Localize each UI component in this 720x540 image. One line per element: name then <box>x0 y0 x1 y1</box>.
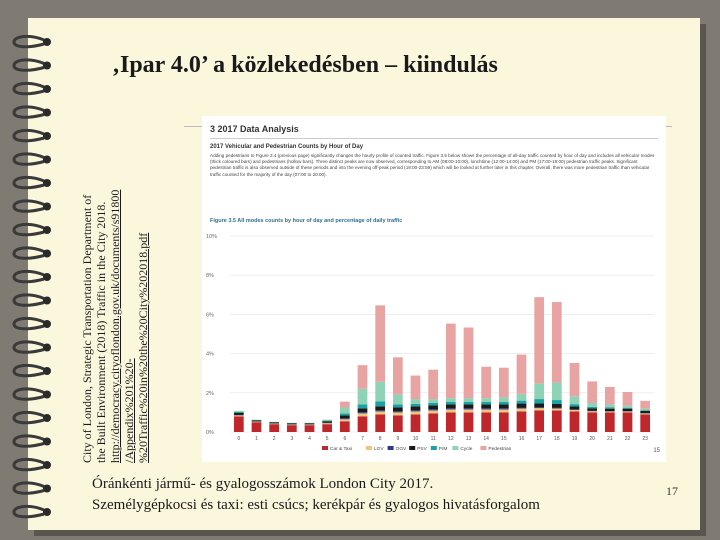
x-tick-label: 20 <box>589 436 595 442</box>
document-excerpt <box>202 116 666 462</box>
bar-segment-car-taxi <box>481 412 491 432</box>
spiral-ring <box>14 365 44 375</box>
bar-segment-lgv <box>446 409 456 412</box>
bar-segment-p-m <box>534 399 544 403</box>
bar-segment-p-m <box>570 404 580 406</box>
bar-segment-cycle <box>640 409 650 411</box>
bar-segment-p-m <box>375 401 385 406</box>
legend-label: P/M <box>438 447 448 452</box>
y-tick-label: 2% <box>206 390 214 397</box>
spiral-ring <box>14 248 44 258</box>
bar-segment-ogv <box>375 410 385 411</box>
bar-segment-p-m <box>340 413 350 415</box>
spiral-hole <box>43 250 51 258</box>
bar-segment-p-m <box>552 400 562 404</box>
bar-segment-cycle <box>587 403 597 407</box>
bar-segment-cycle <box>234 411 244 412</box>
citation-line: the Built Environment (2018) Traffic in the City 2018. <box>94 201 108 463</box>
spiral-hole <box>43 414 51 422</box>
hourly-traffic-chart <box>202 226 666 456</box>
document-page-number: 15 <box>653 448 660 454</box>
source-citation <box>80 88 170 463</box>
legend-swatch <box>388 446 394 450</box>
legend-swatch <box>366 446 372 450</box>
bar-segment-p-m <box>358 404 368 408</box>
bar-segment-car-taxi <box>587 412 597 432</box>
bar-segment-psv <box>269 422 279 423</box>
bar-segment-lgv <box>499 409 509 412</box>
spiral-hole <box>43 438 51 446</box>
spiral-hole <box>43 132 51 140</box>
bar-segment-psv <box>322 421 332 423</box>
bar-segment-car-taxi <box>287 425 297 432</box>
bar-segment-psv <box>587 408 597 410</box>
x-tick-label: 0 <box>237 436 241 442</box>
bar-segment-psv <box>499 404 509 408</box>
spiral-hole <box>43 203 51 211</box>
caption-line: Személygépkocsi és taxi: esti csúcs; kerékpár és gyalogos hivatásforgalom <box>92 497 540 513</box>
bar-segment-psv <box>340 415 350 418</box>
spiral-ring <box>14 107 44 117</box>
bar-segment-cycle <box>428 399 438 403</box>
bar-segment-psv <box>234 413 244 415</box>
bar-segment-p-m <box>623 408 633 409</box>
bar-segment-cycle <box>534 383 544 399</box>
bar-segment-lgv <box>605 411 615 412</box>
spiral-hole <box>43 179 51 187</box>
bar-segment-car-taxi <box>340 421 350 432</box>
bar-segment-lgv <box>570 410 580 412</box>
spiral-hole <box>43 85 51 93</box>
bar-segment-psv <box>305 423 315 424</box>
bar-segment-psv <box>411 406 421 410</box>
bar-segment-car-taxi <box>428 413 438 432</box>
bar-segment-cycle <box>322 420 332 421</box>
bar-segment-lgv <box>411 411 421 414</box>
bar-segment-p-m <box>464 402 474 404</box>
bar-segment-p-m <box>322 421 332 422</box>
x-tick-label: 1 <box>255 436 258 442</box>
bar-segment-lgv <box>393 412 403 415</box>
bar-segment-car-taxi <box>499 412 509 432</box>
bar-segment-ogv <box>340 418 350 419</box>
legend-label: Car & Taxi <box>330 447 353 452</box>
bar-segment-cycle <box>446 398 456 402</box>
citation-link[interactable]: http://democracy.cityoflondon.gov.uk/documents/s91800 <box>108 189 122 463</box>
bar-segment-cycle <box>393 395 403 405</box>
bar-segment-psv <box>375 406 385 410</box>
spiral-hole <box>43 156 51 164</box>
bar-segment-p-m <box>411 404 421 406</box>
citation-line: City of London, Strategic Transportation Department of <box>80 194 94 463</box>
bar-segment-cycle <box>623 406 633 408</box>
bar-segment-lgv <box>464 409 474 412</box>
bar-segment-car-taxi <box>305 425 315 432</box>
x-tick-label: 13 <box>465 436 472 442</box>
bar-segment-car-taxi <box>358 416 368 432</box>
bar-segment-car-taxi <box>446 412 456 432</box>
legend-label: PSV <box>417 447 427 452</box>
spiral-ring <box>14 83 44 93</box>
document-header: 3 2017 Data Analysis <box>210 124 299 134</box>
bar-segment-car-taxi <box>411 414 421 432</box>
bar-segment-cycle <box>340 408 350 414</box>
y-tick-label: 6% <box>206 312 214 319</box>
x-tick-label: 18 <box>554 436 560 442</box>
bar-segment-psv <box>552 404 562 408</box>
bar-segment-car-taxi <box>534 410 544 432</box>
document-paragraph: Adding pedestrians to Figure 3.4 (previous page) significantly changes the hourly profile of counted traffic. Figure 3.5 below shows the percentage of all-day traffic counted by hour of day and includes all vehicular modes (thick coloured bars) and pedestrians (hollow bars). Three distinct peaks are now observed, corresponding to AM (08:00-10:00), lunchtime (12:00-14:00) and PM (17:00-19:00) pedestrian traffic peaks. Significant pedestrian traffic is also observed outside of these periods and into the evening off-peak period (19:00-23:59) which will be looked at further later in this chapter. Overall, there was more pedestrian traffic than vehicular traffic counted for the majority of the day (07:00 to 20:00). <box>210 153 655 177</box>
spiral-hole <box>43 226 51 234</box>
spiral-hole <box>43 273 51 281</box>
x-tick-label: 22 <box>624 436 631 442</box>
bar-segment-pedestrian <box>358 365 368 389</box>
bar-segment-car-taxi <box>375 414 385 432</box>
bar-segment-cycle <box>411 399 421 404</box>
legend-swatch <box>322 446 328 450</box>
spiral-ring <box>14 318 44 328</box>
bar-segment-car-taxi <box>269 424 279 432</box>
bar-segment-ogv <box>411 410 421 411</box>
bar-segment-lgv <box>322 423 332 424</box>
spiral-hole <box>43 62 51 70</box>
x-tick-label: 10 <box>412 436 419 442</box>
citation-link[interactable]: %20Traffic%20in%20the%20City%202018.pdf <box>136 232 150 463</box>
bar-segment-psv <box>428 405 438 409</box>
bar-segment-car-taxi <box>605 412 615 432</box>
bar-segment-psv <box>605 409 615 411</box>
bar-segment-cycle <box>570 396 580 404</box>
x-tick-label: 12 <box>448 436 454 442</box>
x-tick-label: 17 <box>536 436 542 442</box>
bar-segment-p-m <box>428 403 438 405</box>
slide-number: 17 <box>666 484 678 498</box>
x-tick-label: 19 <box>571 436 578 442</box>
bar-segment-lgv <box>640 413 650 414</box>
bar-segment-pedestrian <box>428 370 438 399</box>
bar-segment-psv <box>534 403 544 407</box>
bar-segment-cycle <box>517 394 527 401</box>
spiral-ring <box>14 201 44 211</box>
legend-swatch <box>452 446 458 450</box>
spiral-ring <box>14 130 44 140</box>
legend-label: OGV <box>395 447 407 452</box>
bar-segment-pedestrian <box>605 387 615 405</box>
bar-segment-psv <box>358 408 368 412</box>
caption-line: Óránkénti jármű- és gyalogosszámok London City 2017. <box>92 476 434 492</box>
bar-segment-car-taxi <box>252 422 262 432</box>
bar-segment-lgv <box>517 408 527 411</box>
bar-segment-lgv <box>375 411 385 414</box>
spiral-ring <box>14 412 44 422</box>
bar-segment-cycle <box>375 382 385 402</box>
bar-segment-lgv <box>269 424 279 425</box>
bar-segment-psv <box>252 420 262 421</box>
bar-segment-pedestrian <box>587 381 597 403</box>
bar-segment-psv <box>570 407 580 410</box>
bar-segment-pedestrian <box>340 402 350 408</box>
x-tick-label: 3 <box>290 436 294 442</box>
bar-segment-p-m <box>587 407 597 409</box>
bar-segment-pedestrian <box>464 328 474 399</box>
y-tick-label: 8% <box>206 273 214 280</box>
x-tick-label: 11 <box>430 436 436 442</box>
bar-segment-ogv <box>499 408 509 409</box>
x-tick-label: 7 <box>361 436 364 442</box>
bar-segment-p-m <box>517 401 527 404</box>
bar-segment-cycle <box>358 389 368 405</box>
bar-segment-car-taxi <box>517 411 527 432</box>
bar-segment-pedestrian <box>499 368 509 397</box>
x-tick-label: 15 <box>501 436 507 442</box>
spiral-hole <box>43 508 51 516</box>
bar-segment-car-taxi <box>552 410 562 432</box>
bar-segment-pedestrian <box>534 297 544 383</box>
x-tick-label: 6 <box>343 436 347 442</box>
spiral-ring <box>14 459 44 469</box>
spiral-ring <box>14 224 44 234</box>
bar-segment-lgv <box>252 422 262 423</box>
y-tick-label: 10% <box>206 234 218 240</box>
bar-segment-pedestrian <box>570 363 580 396</box>
bar-segment-pedestrian <box>640 401 650 409</box>
spiral-hole <box>43 367 51 375</box>
bar-segment-car-taxi <box>393 415 403 432</box>
bar-segment-psv <box>446 404 456 408</box>
bar-segment-lgv <box>358 413 368 416</box>
x-tick-label: 21 <box>607 436 613 442</box>
spiral-hole <box>43 485 51 493</box>
bar-segment-cycle <box>499 397 509 402</box>
spiral-binding-icon <box>0 18 60 530</box>
bar-segment-pedestrian <box>517 355 527 394</box>
legend-label: Cycle <box>460 447 473 452</box>
bar-segment-lgv <box>340 419 350 421</box>
bar-segment-ogv <box>481 408 491 409</box>
spiral-ring <box>14 483 44 493</box>
bar-segment-p-m <box>640 410 650 411</box>
bar-segment-ogv <box>393 411 403 412</box>
slide-title: ‚Ipar 4.0’ a közlekedésben – kiindulás <box>112 52 498 78</box>
legend-swatch <box>480 446 486 450</box>
bar-segment-pedestrian <box>623 392 633 406</box>
spiral-hole <box>43 297 51 305</box>
bar-segment-psv <box>393 407 403 411</box>
x-tick-label: 14 <box>483 436 489 442</box>
bar-segment-car-taxi <box>570 411 580 432</box>
bar-segment-lgv <box>481 409 491 412</box>
bar-segment-pedestrian <box>446 324 456 398</box>
bar-segment-p-m <box>481 402 491 404</box>
x-tick-label: 23 <box>642 436 648 442</box>
bar-segment-lgv <box>534 408 544 410</box>
spiral-ring <box>14 436 44 446</box>
spiral-hole <box>43 38 51 46</box>
bar-segment-psv <box>287 423 297 424</box>
spiral-ring <box>14 271 44 281</box>
slide-caption <box>92 474 540 516</box>
bar-segment-cycle <box>464 398 474 402</box>
bar-segment-lgv <box>428 410 438 413</box>
spiral-ring <box>14 389 44 399</box>
spiral-hole <box>43 320 51 328</box>
bar-segment-ogv <box>446 408 456 409</box>
bar-segment-car-taxi <box>640 414 650 432</box>
bar-segment-lgv <box>305 425 315 426</box>
spiral-hole <box>43 391 51 399</box>
bar-segment-p-m <box>446 402 456 404</box>
spiral-ring <box>14 36 44 46</box>
bar-segment-lgv <box>552 408 562 410</box>
document-subheading: 2017 Vehicular and Pedestrian Counts by Hour of Day <box>210 144 364 150</box>
figure-title: Figure 3.5 All modes counts by hour of day and percentage of daily traffic <box>210 218 403 224</box>
bar-segment-lgv <box>587 411 597 412</box>
legend-swatch <box>409 446 415 450</box>
legend-label: Pedestrian <box>488 447 512 452</box>
document-header-rule <box>210 138 658 139</box>
bar-segment-pedestrian <box>411 376 421 400</box>
spiral-hole <box>43 344 51 352</box>
bar-segment-p-m <box>499 402 509 404</box>
legend-label: LGV <box>374 447 384 452</box>
spiral-ring <box>14 154 44 164</box>
bar-segment-psv <box>464 404 474 408</box>
x-tick-label: 16 <box>518 436 525 442</box>
bar-segment-p-m <box>393 404 403 407</box>
bar-segment-car-taxi <box>464 412 474 432</box>
spiral-hole <box>43 461 51 469</box>
legend-swatch <box>431 446 437 450</box>
bar-segment-lgv <box>287 425 297 426</box>
bar-segment-pedestrian <box>552 302 562 382</box>
spiral-ring <box>14 506 44 516</box>
bar-segment-ogv <box>428 409 438 410</box>
bar-segment-pedestrian <box>481 367 491 398</box>
bar-segment-p-m <box>234 412 244 413</box>
x-tick-label: 5 <box>325 436 329 442</box>
spiral-ring <box>14 342 44 352</box>
bar-segment-lgv <box>234 415 244 416</box>
x-tick-label: 8 <box>378 436 382 442</box>
bar-segment-ogv <box>358 412 368 413</box>
y-tick-label: 4% <box>206 351 214 358</box>
x-tick-label: 2 <box>272 436 276 442</box>
bar-segment-psv <box>481 404 491 408</box>
bar-segment-ogv <box>534 407 544 408</box>
citation-link[interactable]: /Appendix%201%20- <box>122 358 136 463</box>
bar-segment-lgv <box>623 411 633 412</box>
x-tick-label: 4 <box>308 436 311 442</box>
bar-segment-cycle <box>552 382 562 400</box>
bar-segment-psv <box>623 409 633 411</box>
bar-segment-pedestrian <box>393 357 403 394</box>
bar-segment-psv <box>640 411 650 413</box>
spiral-ring <box>14 177 44 187</box>
spiral-hole <box>43 109 51 117</box>
spiral-ring <box>14 295 44 305</box>
spiral-ring <box>14 60 44 70</box>
bar-segment-car-taxi <box>234 416 244 432</box>
bar-segment-psv <box>517 404 527 408</box>
bar-segment-ogv <box>517 408 527 409</box>
bar-segment-ogv <box>464 408 474 409</box>
bar-segment-cycle <box>481 398 491 402</box>
bar-segment-car-taxi <box>322 424 332 432</box>
bar-segment-p-m <box>605 408 615 409</box>
x-tick-label: 9 <box>396 436 400 442</box>
bar-segment-ogv <box>552 408 562 409</box>
bar-segment-car-taxi <box>623 412 633 432</box>
bar-segment-pedestrian <box>375 305 385 381</box>
bar-segment-cycle <box>605 405 615 408</box>
y-tick-label: 0% <box>206 430 214 436</box>
